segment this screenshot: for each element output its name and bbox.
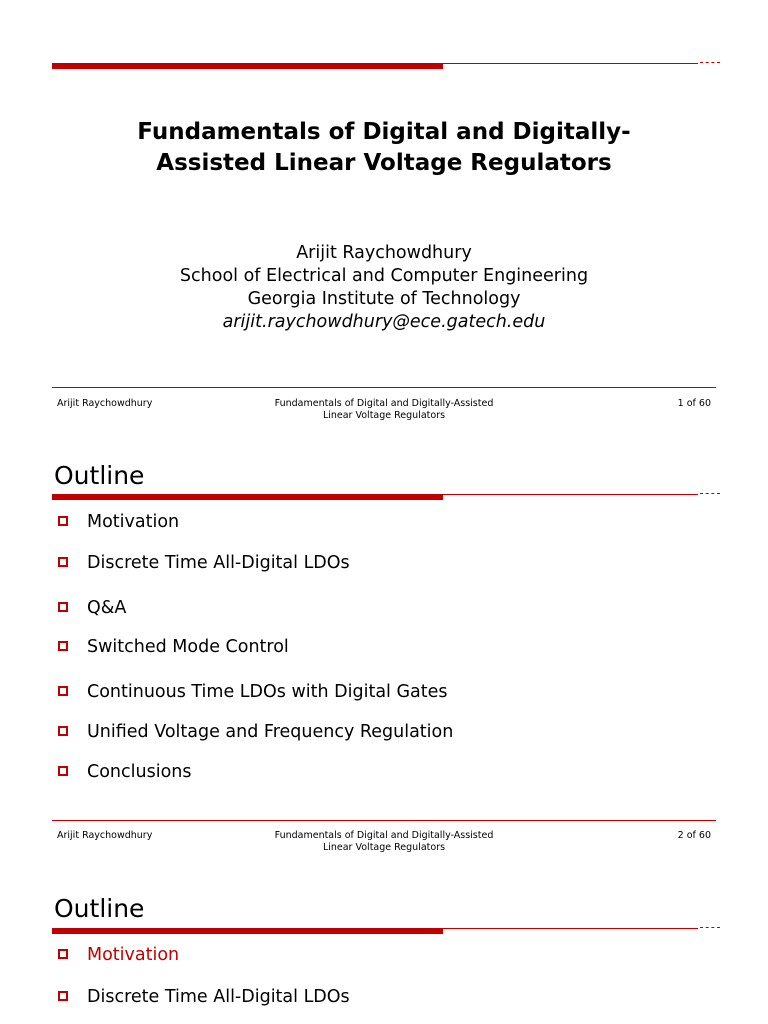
header-dash [700,62,720,63]
header-red-bar [52,63,443,69]
author-email: arijit.raychowdhury@ece.gatech.edu [222,312,546,332]
square-bullet-icon [58,641,68,651]
slide-heading: Outline [54,461,145,490]
square-bullet-icon [58,557,68,567]
slide-title-line-1: Fundamentals of Digital and Digitally- [137,119,631,145]
heading-thin-line [443,928,698,929]
footer-title-line-1: Fundamentals of Digital and Digitally-Assisted [274,398,494,409]
heading-red-bar [52,928,443,934]
author-institute: Georgia Institute of Technology [247,289,521,309]
author-name: Arijit Raychowdhury [296,243,472,263]
slide-heading: Outline [54,894,145,923]
footer-page-number: 1 of 60 [677,398,711,409]
list-item-label: Unified Voltage and Frequency Regulation [87,722,454,742]
list-item-label: Q&A [87,598,127,618]
square-bullet-icon [58,949,68,959]
list-item-label: Switched Mode Control [87,637,289,657]
footer-title-line-1: Fundamentals of Digital and Digitally-Assisted [274,830,494,841]
slide-title-line-2: Assisted Linear Voltage Regulators [156,150,612,176]
square-bullet-icon [58,686,68,696]
slide-title [60,117,708,179]
footer-title-line-2: Linear Voltage Regulators [322,842,446,853]
square-bullet-icon [58,516,68,526]
heading-red-bar [52,494,443,500]
footer-author: Arijit Raychowdhury [57,830,153,841]
author-block [60,242,708,334]
footer-title [234,830,534,854]
list-item-label: Motivation [87,512,180,532]
square-bullet-icon [58,766,68,776]
heading-dash [700,927,720,928]
footer-title-line-2: Linear Voltage Regulators [322,410,446,421]
heading-dash [700,493,720,494]
footer-rule [52,820,716,821]
list-item-label: Continuous Time LDOs with Digital Gates [87,682,448,702]
footer-page-number: 2 of 60 [677,830,711,841]
list-item-label: Discrete Time All-Digital LDOs [87,987,350,1007]
square-bullet-icon [58,726,68,736]
list-item-label-active: Motivation [87,945,180,965]
square-bullet-icon [58,602,68,612]
square-bullet-icon [58,991,68,1001]
footer-rule [52,387,716,388]
list-item-label: Discrete Time All-Digital LDOs [87,553,350,573]
list-item-label: Conclusions [87,762,192,782]
author-school: School of Electrical and Computer Engineering [179,266,589,286]
heading-thin-line [443,494,698,495]
footer-author: Arijit Raychowdhury [57,398,153,409]
header-thin-line [443,63,698,64]
footer-title [234,398,534,422]
